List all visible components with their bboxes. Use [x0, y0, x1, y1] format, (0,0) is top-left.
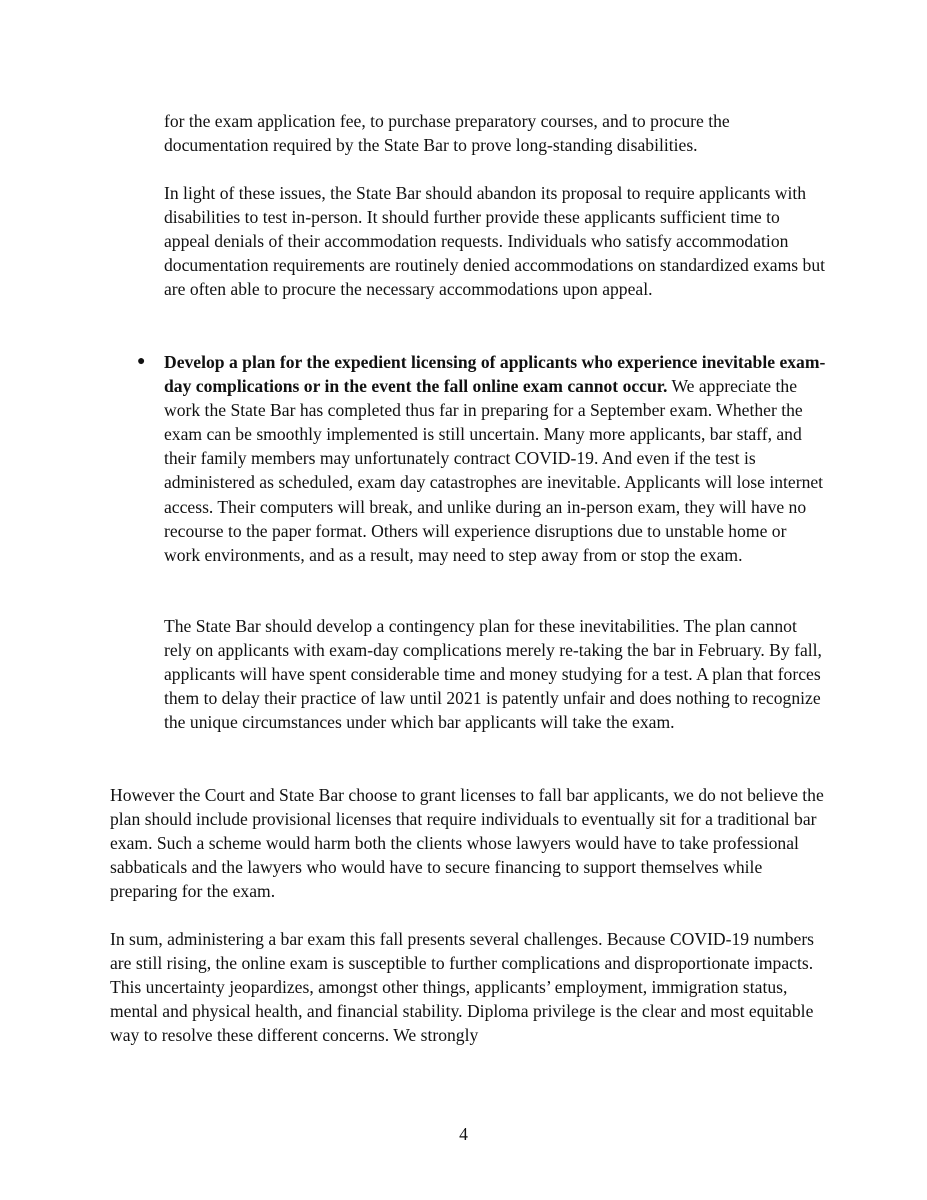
paragraph-contingency-plan: The State Bar should develop a contingency plan for these inevitabilities. The plan cannot rely on applicants with exam-day complications merely re-taking the bar in February. By fall, applicants will have spent considerable time and money studying for a test. A plan that forces them to delay their practice of law until 2021 is patently unfair and does nothing to recognize the unique circumstances under which bar applicants will take the exam.	[164, 616, 822, 733]
bullet-marker-icon: ●	[137, 354, 146, 369]
paragraph-conclusion: In sum, administering a bar exam this fall presents several challenges. Because COVID-19 numbers are still rising, the online exam is susceptible to further complications and disproportionate impacts. This uncertainty jeopardizes, amongst other things, applicants’ employment, immigration status, mental and physical health, and financial stability. Diploma privilege is the clear and most equitable way to resolve these different concerns. We strongly	[110, 929, 815, 1046]
paragraph-provisional-licenses: However the Court and State Bar choose to grant licenses to fall bar applicants, we do not believe the plan should include provisional licenses that require individuals to eventually sit for a traditional bar exam. Such a scheme would harm both the clients whose lawyers would have to take professional sabbaticals and the lawyers who would have to secure financing to support themselves while preparing for the exam.	[110, 785, 824, 902]
bullet-body: We appreciate the work the State Bar has completed thus far in preparing for a September exam. Whether the exam can be smoothly implemented is still uncertain. Many more applicants, bar staff, and their family members may unfortunately contract COVID-19. And even if the test is administered as scheduled, exam day catastrophes are inevitable. Applicants will lose internet access. Their computers will break, and unlike during an in-person exam, they will have no recourse to the paper format. Others will experience disruptions due to unstable home or work environments, and as a result, may need to step away from or stop the exam.	[164, 376, 824, 565]
paragraph-fees-continuation: for the exam application fee, to purchase preparatory courses, and to procure the documentation required by the State Bar to prove long-standing disabilities.	[164, 111, 730, 156]
paragraph-in-person-testing: In light of these issues, the State Bar should abandon its proposal to require applicants with disabilities to test in-person. It should further provide these applicants sufficient time to appeal denials of their accommodation requests. Individuals who satisfy accommodation documentation requirements are routinely denied accommodations on standardized exams but are often able to procure the necessary accommodations upon appeal.	[164, 183, 826, 300]
bullet-item-contingency-plan	[164, 350, 826, 567]
page-number: 4	[459, 1124, 468, 1144]
bullet-heading: Develop a plan for the expedient licensing of applicants who experience inevitable exam-day complications or in the event the fall online exam cannot occur.	[164, 352, 826, 397]
